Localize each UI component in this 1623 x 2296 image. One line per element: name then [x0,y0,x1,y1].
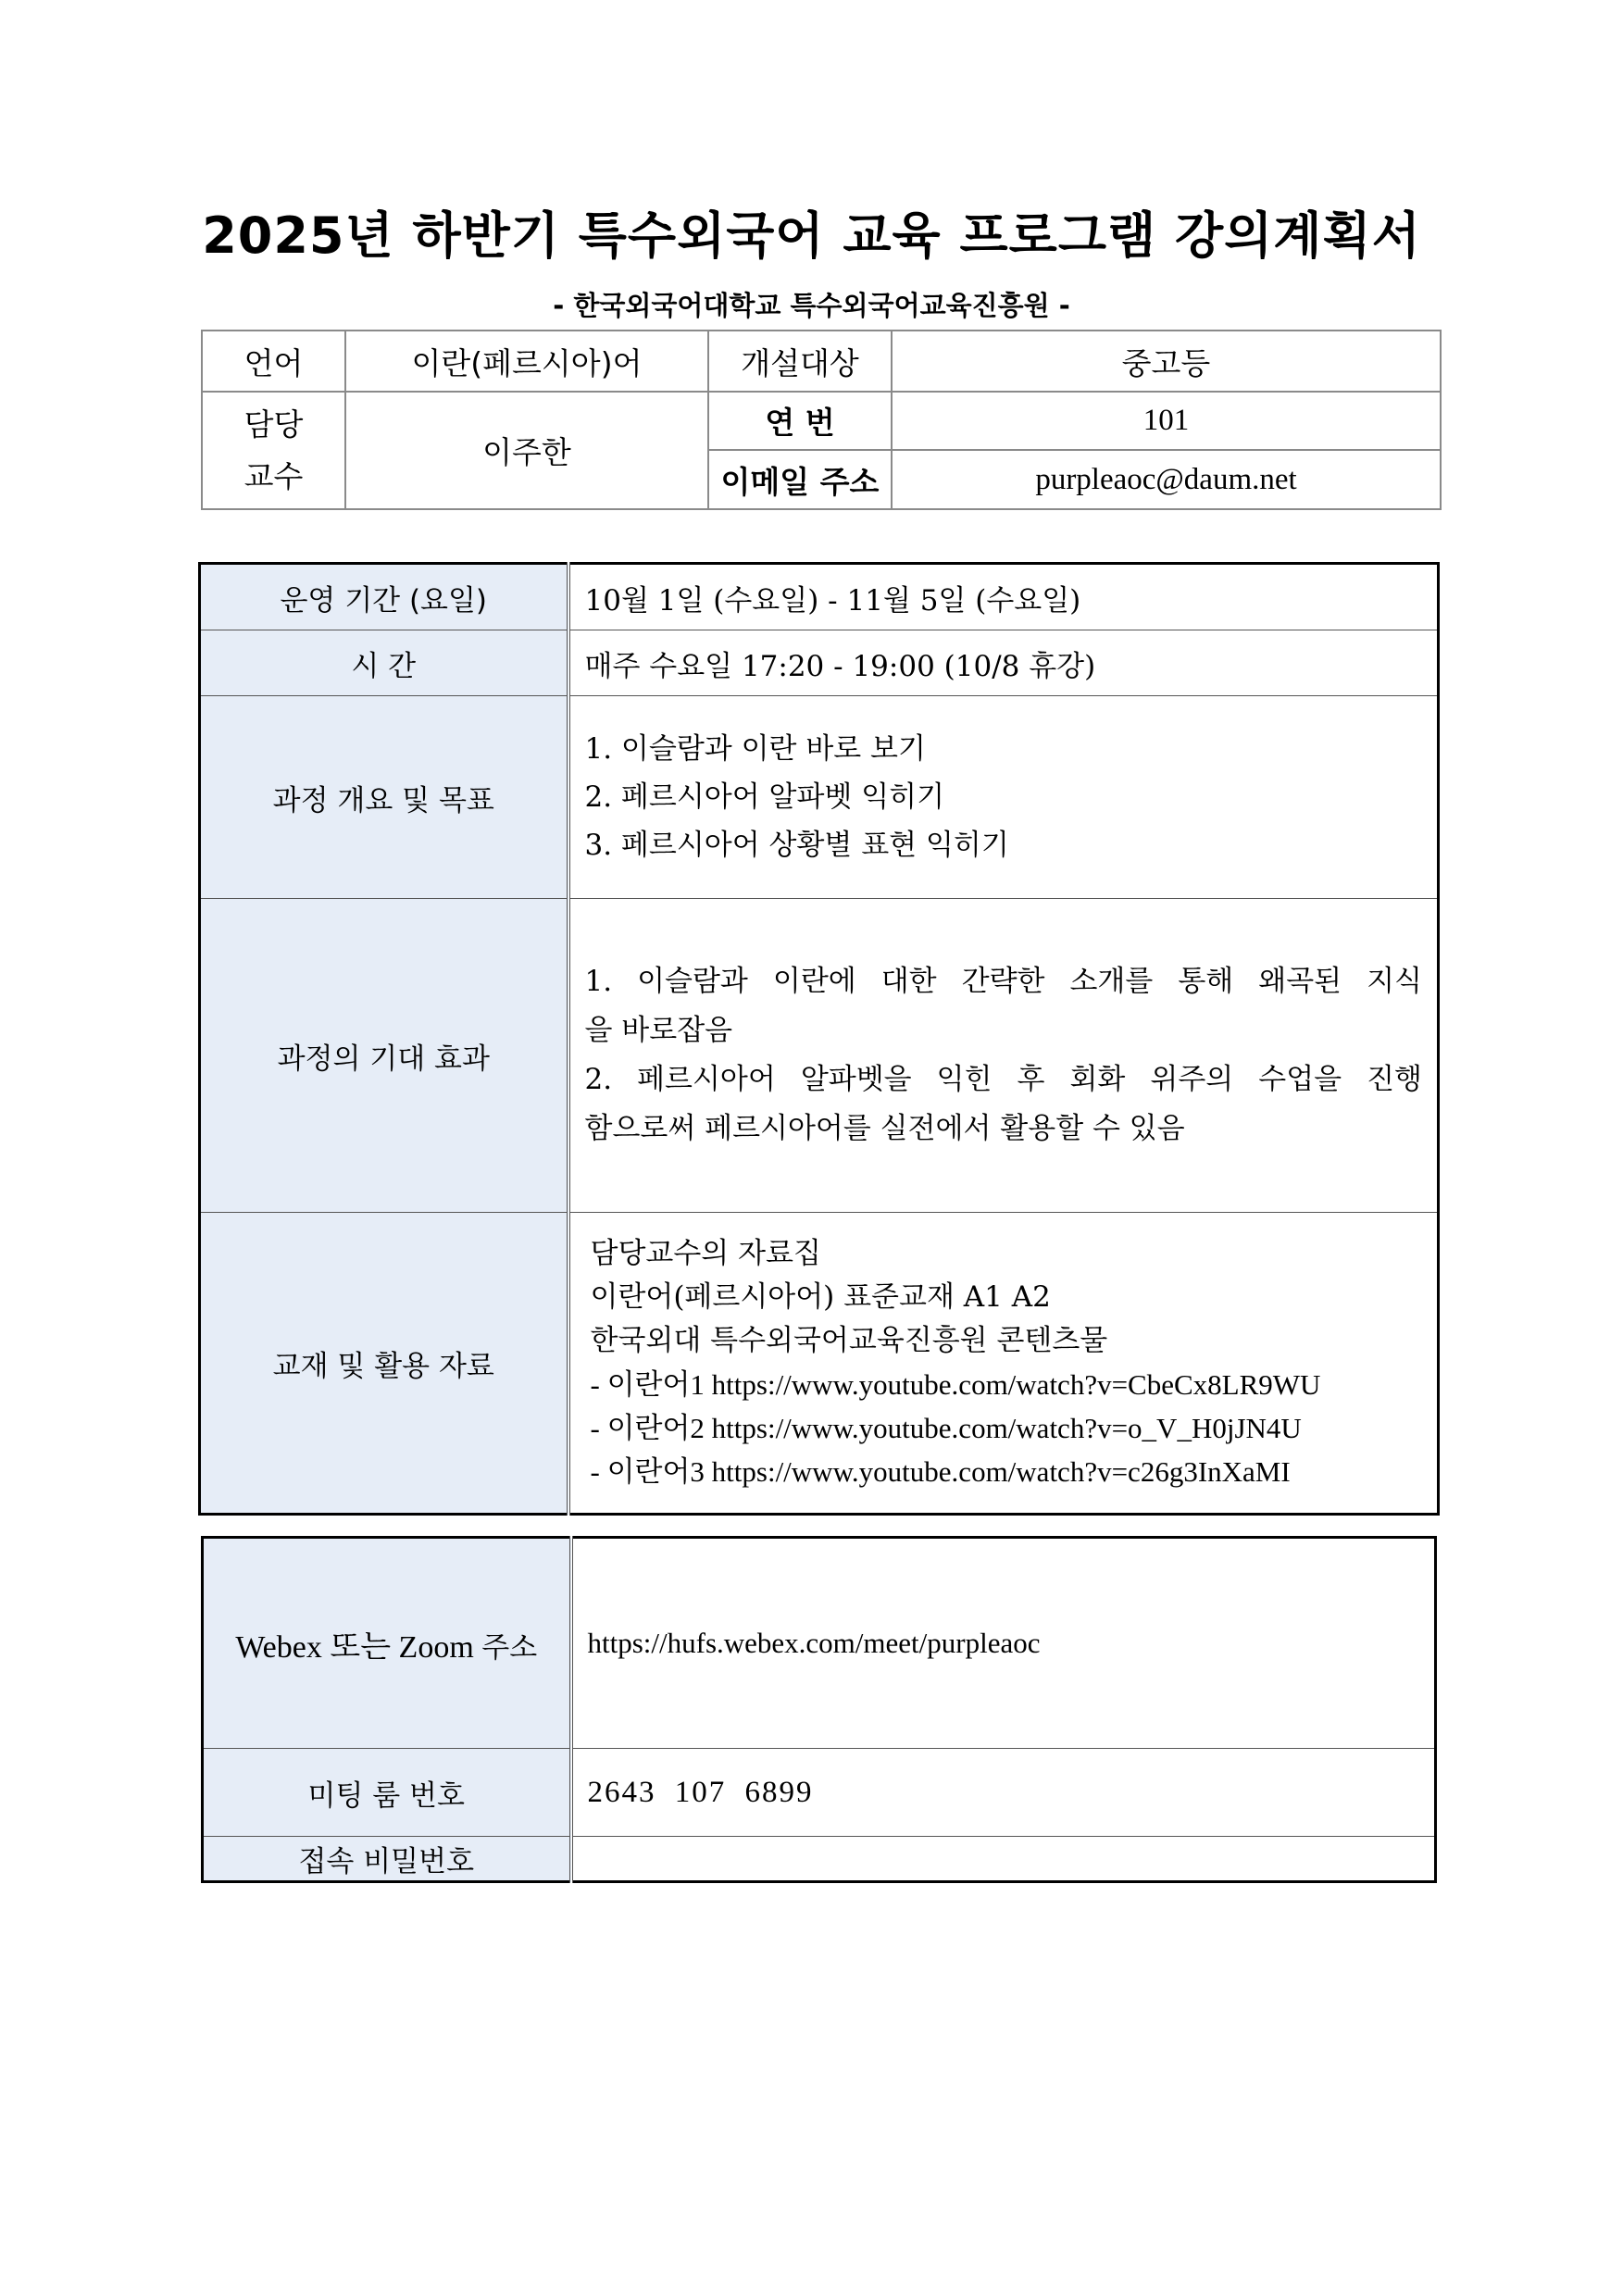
number-label: 연 번 [708,392,892,450]
goals-label: 과정 개요 및 목표 [200,696,568,899]
material-link[interactable]: - 이란어3 https://www.youtube.com/watch?v=c26g3InXaMI [590,1455,1291,1488]
materials-list [568,1213,1439,1515]
course-table [198,562,1440,1516]
material-item: 한국외대 특수외국어교육진흥원 콘텐츠물 [590,1324,1108,1357]
time-value: 매주 수요일 17:20 - 19:00 (10/8 휴강) [568,630,1439,696]
password-label: 접속 비밀번호 [203,1837,571,1882]
password-value [571,1837,1436,1882]
period-value: 10월 1일 (수요일) - 11월 5일 (수요일) [568,564,1439,630]
language-label: 언어 [202,331,345,392]
info-table [201,330,1442,510]
goal-item: 2. 페르시아어 알파벳 익히기 [584,780,945,814]
number-value: 101 [892,392,1441,450]
materials-label: 교재 및 활용 자료 [200,1213,568,1515]
material-item: 이란어(페르시아어) 표준교재 A1 A2 [590,1280,1051,1314]
material-link[interactable]: - 이란어2 https://www.youtube.com/watch?v=o_V_H0jJN4U [590,1412,1302,1444]
professor-value: 이주한 [345,392,708,509]
meeting-table [201,1536,1437,1883]
email-value: purpleaoc@daum.net [892,450,1441,509]
professor-label-line2: 교수 [243,457,304,494]
document-title: 2025년 하반기 특수외국어 교육 프로그램 강의계획서 [202,206,1421,265]
effect-line: 1. 이슬람과 이란에 대한 간략한 소개를 통해 왜곡된 지식 [584,965,1422,998]
effect-line: 함으로써 페르시아어를 실전에서 활용할 수 있음 [584,1112,1185,1145]
document-subtitle: - 한국외국어대학교 특수외국어교육진흥원 - [553,290,1070,321]
room-number-label: 미팅 룸 번호 [203,1749,571,1837]
meeting-address-link[interactable]: https://hufs.webex.com/meet/purpleaoc [571,1538,1436,1749]
effects-label: 과정의 기대 효과 [200,899,568,1213]
time-label: 시 간 [200,630,568,696]
room-number-value: 2643 107 6899 [571,1749,1436,1837]
professor-label [202,392,345,509]
target-label: 개설대상 [708,331,892,392]
target-value: 중고등 [892,331,1441,392]
period-label: 운영 기간 (요일) [200,564,568,630]
professor-label-line1: 담당 [243,406,304,443]
meeting-address-label-en: Webex 또는 Zoom [235,1629,474,1665]
goal-item: 1. 이슬람과 이란 바로 보기 [584,732,926,766]
effects-list [568,899,1439,1213]
meeting-address-label-ko: 주소 [481,1630,538,1665]
language-value: 이란(페르시아)어 [345,331,708,392]
effect-line: 을 바로잡음 [584,1014,733,1047]
meeting-address-label [203,1538,571,1749]
effect-line: 2. 페르시아어 알파벳을 익힌 후 회화 위주의 수업을 진행 [584,1063,1422,1096]
email-label: 이메일 주소 [708,450,892,509]
material-link[interactable]: - 이란어1 https://www.youtube.com/watch?v=CbeCx8LR9WU [590,1368,1321,1401]
goal-item: 3. 페르시아어 상황별 표현 익히기 [584,829,1009,862]
goals-list [568,696,1439,899]
material-item: 담당교수의 자료집 [590,1237,821,1270]
